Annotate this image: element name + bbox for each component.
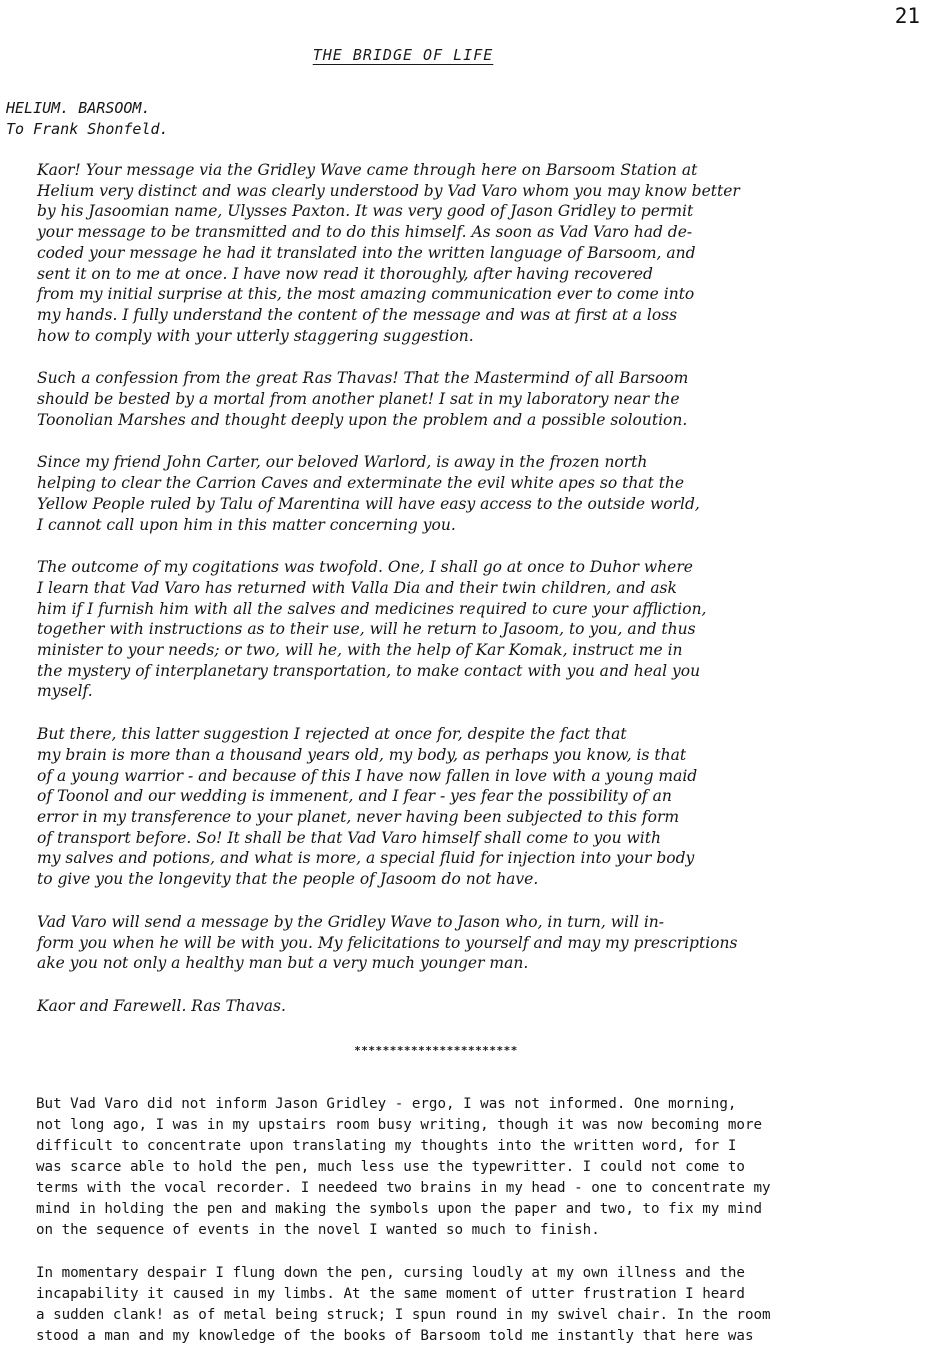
letter-heading: [6, 98, 930, 140]
letter-line: of a young warrior - and because of this I have now fallen in love with a young maid: [37, 766, 698, 785]
narrative-line: a sudden clank! as of metal being struck; I spun round in my swivel chair. In the room: [36, 1307, 771, 1323]
letter-line: from my initial surprise at this, the most amazing communication ever to come into: [37, 285, 695, 304]
letter-line: Since my friend John Carter, our beloved Warlord, is away in the frozen north: [37, 453, 648, 472]
letter-line: my brain is more than a thousand years old, my body, as perhaps you know, is that: [37, 745, 687, 764]
letter: [6, 98, 930, 1017]
narrative-paragraph: [8, 1094, 928, 1241]
letter-line: error in my transference to your planet, never having been subjected to this form: [37, 807, 680, 826]
letter-line: my hands. I fully understand the content of the message and was at first at a loss: [37, 305, 678, 324]
letter-line: Toonolian Marshes and thought deeply upon the problem and a possible soloution.: [37, 410, 688, 429]
narrative-line: stood a man and my knowledge of the books of Barsoom told me instantly that here was: [36, 1328, 754, 1344]
letter-line: Kaor and Farewell. Ras Thavas.: [37, 996, 286, 1015]
narrative: [8, 1094, 928, 1369]
narrative-line: not long ago, I was in my upstairs room busy writing, though it was now becoming more: [36, 1117, 763, 1133]
letter-line: But there, this latter suggestion I rejected at once for, despite the fact that: [37, 725, 627, 744]
letter-line: of Toonol and our wedding is immenent, and I fear - yes fear the possibility of an: [37, 787, 672, 806]
letter-line: I cannot call upon him in this matter concerning you.: [37, 515, 456, 534]
letter-line: my salves and potions, and what is more, a special fluid for injection into your body: [37, 849, 695, 868]
section-separator: ***********************: [354, 1044, 518, 1057]
heading-line: To Frank Shonfeld.: [6, 120, 169, 138]
letter-line: the mystery of interplanetary transportation, to make contact with you and heal you: [37, 661, 701, 680]
letter-line: ake you not only a healthy man but a very much younger man.: [37, 954, 529, 973]
narrative-line: terms with the vocal recorder. I needeed two brains in my head - one to concentrate my: [36, 1180, 771, 1196]
page-title: THE BRIDGE OF LIFE: [312, 46, 494, 64]
letter-line: your message to be transmitted and to do this himself. As soon as Vad Varo had de-: [37, 223, 693, 242]
narrative-line: In momentary despair I flung down the pen, cursing loudly at my own illness and the: [36, 1265, 745, 1281]
letter-line: form you when he will be with you. My felicitations to yourself and may my prescriptions: [37, 933, 738, 952]
narrative-paragraph: [8, 1263, 928, 1347]
letter-line: should be bested by a mortal from another planet! I sat in my laboratory near the: [37, 390, 680, 409]
letter-line: him if I furnish him with all the salves and medicines required to cure your affliction,: [37, 599, 707, 618]
letter-paragraph: [6, 368, 930, 430]
letter-line: to give you the longevity that the people of Jasoom do not have.: [37, 870, 539, 889]
letter-line: sent it on to me at once. I have now read it thoroughly, after having recovered: [37, 264, 653, 283]
letter-paragraph: [6, 996, 930, 1017]
letter-line: of transport before. So! It shall be that Vad Varo himself shall come to you with: [37, 828, 661, 847]
letter-line: Yellow People ruled by Talu of Marentina will have easy access to the outside world,: [37, 494, 700, 513]
narrative-line: difficult to concentrate upon translating my thoughts into the written word, for I: [36, 1138, 737, 1154]
letter-paragraph: [6, 160, 930, 346]
letter-line: I learn that Vad Varo has returned with Valla Dia and their twin children, and ask: [37, 578, 677, 597]
narrative-line: on the sequence of events in the novel I wanted so much to finish.: [36, 1222, 600, 1238]
heading-line: HELIUM. BARSOOM.: [6, 99, 151, 117]
letter-paragraph: [6, 452, 930, 535]
letter-body: [6, 160, 930, 1017]
letter-line: Kaor! Your message via the Gridley Wave came through here on Barsoom Station at: [37, 161, 698, 179]
letter-paragraph: [6, 724, 930, 890]
letter-line: helping to clear the Carrion Caves and exterminate the evil white apes so that the: [37, 474, 685, 493]
letter-paragraph: [6, 912, 930, 974]
letter-paragraph: [6, 557, 930, 702]
narrative-line: mind in holding the pen and making the symbols upon the paper and two, to fix my mind: [36, 1201, 763, 1217]
narrative-line: But Vad Varo did not inform Jason Gridley - ergo, I was not informed. One morning,: [36, 1096, 737, 1112]
letter-line: minister to your needs; or two, will he, with the help of Kar Komak, instruct me in: [37, 641, 683, 660]
letter-line: coded your message he had it translated into the written language of Barsoom, and: [37, 243, 696, 262]
letter-line: together with instructions as to their use, will he return to Jasoom, to you, and thus: [37, 620, 696, 639]
letter-line: Helium very distinct and was clearly understood by Vad Varo whom you may know better: [37, 181, 740, 200]
letter-line: The outcome of my cogitations was twofold. One, I shall go at once to Duhor where: [37, 558, 693, 577]
narrative-line: was scarce able to hold the pen, much less use the typewritter. I could not come to: [36, 1159, 745, 1175]
letter-line: how to comply with your utterly staggering suggestion.: [37, 326, 474, 345]
page-number: 21: [894, 4, 920, 28]
letter-line: Such a confession from the great Ras Thavas! That the Mastermind of all Barsoom: [37, 369, 689, 388]
letter-line: Vad Varo will send a message by the Gridley Wave to Jason who, in turn, will in-: [37, 912, 665, 931]
letter-line: myself.: [37, 682, 93, 701]
narrative-line: incapability it caused in my limbs. At the same moment of utter frustration I heard: [36, 1286, 745, 1302]
letter-line: by his Jasoomian name, Ulysses Paxton. It was very good of Jason Gridley to permit: [37, 202, 694, 221]
